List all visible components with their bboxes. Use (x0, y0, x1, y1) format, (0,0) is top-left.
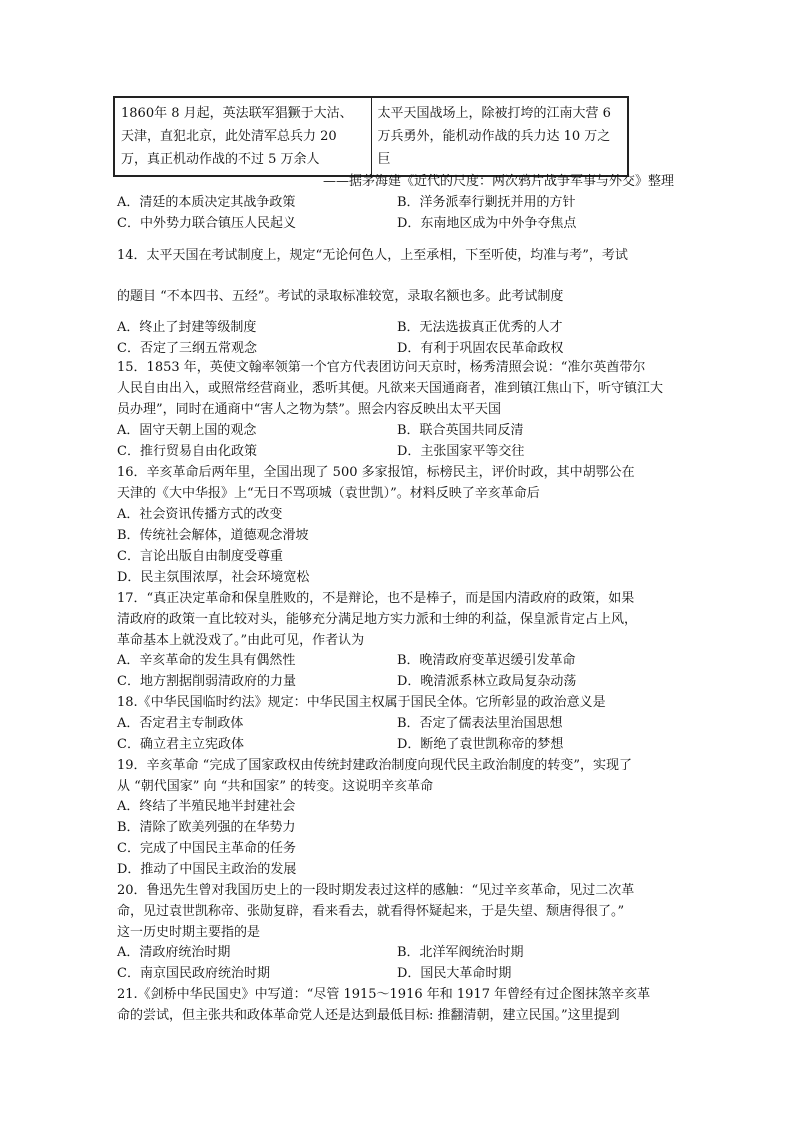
q16-stem-line2: 天津的《大中华报》上“无日不骂项城（袁世凯）”。材料反映了辛亥革命后 (117, 486, 540, 501)
q16-option-d: D．民主氛围浓厚，社会环境宽松 (117, 570, 310, 585)
q13-option-a: A．清廷的本质决定其战争政策 (117, 195, 296, 210)
q14-stem-line1: 14．太平天国在考试制度上，规定“无论何色人，上至承相，下至听使，均准与考”，考试 (117, 248, 628, 263)
q15-option-c: C．推行贸易自由化政策 (117, 444, 257, 459)
q20-stem-line1: 20．鲁迅先生曾对我国历史上的一段时期发表过这样的感触：“见过辛亥革命，见过二次革 (117, 883, 635, 898)
q20-stem-line3: 这一历史时期主要指的是 (117, 925, 261, 940)
q21-stem-line2: 命的尝试，但主张共和政体革命党人还是达到最低目标: 推翻清朝，建立民国。”这里提到 (117, 1008, 620, 1023)
q17-option-b: B．晚清政府变革迟缓引发革命 (397, 653, 576, 668)
q19-stem-line2: 从 “朝代国家” 向 “共和国家” 的转变。这说明辛亥革命 (117, 779, 434, 794)
q15-stem-line1: 15．1853 年，英使文翰率领第一个官方代表团访问天京时，杨秀清照会说：“准尔英酋带尔 (117, 360, 646, 375)
q15-option-a: A．固守天朝上国的观念 (117, 423, 257, 438)
q14-option-a: A．终止了封建等级制度 (117, 320, 257, 335)
q13-option-c: C．中外势力联合镇压人民起义 (117, 216, 296, 231)
q17-option-c: C．地方割据削弱清政府的力量 (117, 674, 296, 689)
q20-option-a: A．清政府统治时期 (117, 945, 231, 960)
material-cell-right: 太平天国战场上，除被打垮的江南大营 6 万兵勇外，能机动作战的兵力达 10 万之巨 (371, 97, 628, 176)
q14-option-d: D．有利于巩固农民革命政权 (397, 341, 564, 356)
q16-option-a: A．社会资讯传播方式的改变 (117, 507, 283, 522)
q20-option-d: D．国民大革命时期 (397, 966, 512, 981)
q15-stem-line2: 人民自由出入，或照常经营商业，悉听其便。凡欲来天国通商者，准到镇江焦山下，听守镇江大 (117, 381, 664, 396)
q17-option-d: D．晚清派系林立政局复杂动荡 (397, 674, 577, 689)
q16-option-b: B．传统社会解体，道德观念滑坡 (117, 528, 309, 543)
q19-option-a: A．终结了半殖民地半封建社会 (117, 799, 296, 814)
q14-option-b: B．无法选拔真正优秀的人才 (397, 320, 563, 335)
q15-option-d: D．主张国家平等交往 (397, 444, 525, 459)
q20-stem-line2: 命，见过袁世凯称帝、张勋复辟，看来看去，就看得怀疑起来，于是失望、颓唐得很了。” (117, 904, 625, 919)
q21-stem-line1: 21.《剑桥中华民国史》中写道：“尽管 1915～1916 年和 1917 年曾经有过企图抹煞辛亥革 (117, 987, 651, 1002)
q16-option-c: C．言论出版自由制度受尊重 (117, 549, 283, 564)
q19-stem-line1: 19．辛亥革命 “完成了国家政权由传统封建政治制度向现代民主政治制度的转变”，实现了 (117, 758, 632, 773)
q18-option-c: C．确立君主立宪政体 (117, 737, 244, 752)
material-source: ——据茅海建《近代的尺度：两次鸦片战争军事与外交》整理 (322, 174, 674, 189)
q19-option-d: D．推动了中国民主政治的发展 (117, 862, 297, 877)
q17-stem-line3: 革命基本上就没戏了。”由此可见，作者认为 (117, 633, 365, 648)
q13-option-d: D．东南地区成为中外争夺焦点 (397, 216, 577, 231)
q18-option-a: A．否定君主专制政体 (117, 716, 244, 731)
q20-option-b: B．北洋军阀统治时期 (397, 945, 524, 960)
q19-option-b: B．清除了欧美列强的在华势力 (117, 820, 296, 835)
q15-option-b: B．联合英国共同反清 (397, 423, 524, 438)
q13-option-b: B．洋务派奉行剿抚并用的方针 (397, 195, 576, 210)
material-table (113, 96, 629, 177)
q20-option-c: C．南京国民政府统治时期 (117, 966, 270, 981)
q19-option-c: C．完成了中国民主革命的任务 (117, 841, 296, 856)
q18-option-d: D．断绝了袁世凯称帝的梦想 (397, 737, 564, 752)
q17-option-a: A．辛亥革命的发生具有偶然性 (117, 653, 296, 668)
q16-stem-line1: 16．辛亥革命后两年里，全国出现了 500 多家报馆，标榜民主，评价时政，其中胡鄂公在 (117, 465, 635, 480)
q17-stem-line2: 清政府的政策一直比较对头，能够充分满足地方实力派和士绅的利益，保皇派肯定占上风， (117, 612, 638, 627)
q15-stem-line3: 员办理”，同时在通商中“害人之物为禁”。照会内容反映出太平天国 (117, 402, 501, 417)
q14-option-c: C．否定了三纲五常观念 (117, 341, 257, 356)
q18-stem-line1: 18.《中华民国临时约法》规定：中华民国主权属于国民全体。它所彰显的政治意义是 (117, 695, 606, 710)
q14-stem-line2: 的题目 “不本四书、五经”。考试的录取标准较宽，录取名额也多。此考试制度 (117, 289, 564, 304)
q18-option-b: B．否定了儒表法里治国思想 (397, 716, 563, 731)
material-cell-left: 1860年 8 月起，英法联军猖獗于大沽、天津，直犯北京，此处清军总兵力 20 万，真正机动作战的不过 5 万余人 (114, 97, 371, 176)
q17-stem-line1: 17．“真正决定革命和保皇胜败的，不是辩论，也不是棒子，而是国内清政府的政策，如果 (117, 591, 635, 606)
